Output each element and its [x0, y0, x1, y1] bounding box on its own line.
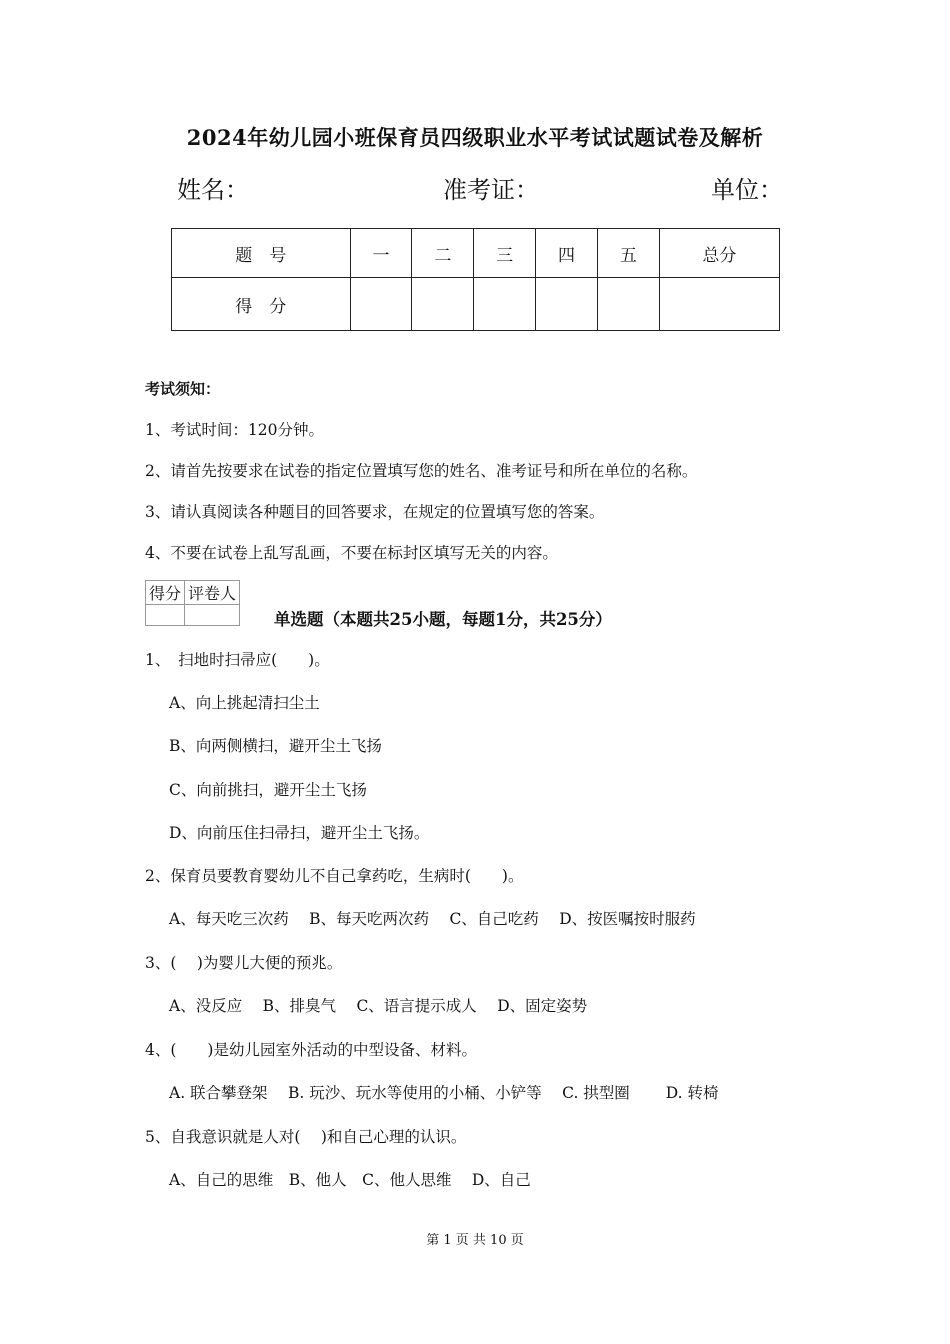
score-header-cell: 三	[474, 229, 536, 278]
options-line: A、自己的思维 B、他人 C、他人思维 D、自己	[169, 1171, 531, 1189]
score-cell[interactable]	[350, 278, 412, 331]
page-footer: 第 1 页 共 10 页	[426, 1233, 524, 1248]
options-line: A、每天吃三次药 B、每天吃两次药 C、自己吃药 D、按医嘱按时服药	[169, 910, 696, 928]
unit-label: 单位：	[711, 176, 783, 204]
page-title: 2024年幼儿园小班保育员四级职业水平考试试题试卷及解析	[186, 125, 764, 150]
score-header-cell: 一	[350, 229, 412, 278]
score-cell[interactable]	[597, 278, 659, 331]
score-header-cell: 总分	[659, 229, 779, 278]
score-cell[interactable]	[536, 278, 598, 331]
question-4: 4、( )是幼儿园室外活动的中型设备、材料。	[145, 1041, 477, 1059]
option: C、向前挑扫，避开尘土飞扬	[169, 781, 367, 799]
score-header-cell: 四	[536, 229, 598, 278]
notice-item: 4、不要在试卷上乱写乱画，不要在标封区填写无关的内容。	[145, 544, 558, 562]
score-header-cell: 题 号	[172, 229, 351, 278]
score-table	[171, 228, 780, 331]
option: A、向上挑起清扫尘土	[169, 694, 320, 712]
grader-score-cell[interactable]	[146, 605, 185, 626]
notice-item: 1、考试时间：120分钟。	[145, 421, 324, 439]
score-cell[interactable]	[474, 278, 536, 331]
score-header-cell: 二	[412, 229, 474, 278]
options-line: A、没反应 B、排臭气 C、语言提示成人 D、固定姿势	[169, 997, 588, 1015]
grader-score-label: 得分	[146, 581, 185, 605]
score-cell[interactable]	[412, 278, 474, 331]
notice-item: 2、请首先按要求在试卷的指定位置填写您的姓名、准考证号和所在单位的名称。	[145, 462, 698, 480]
grader-reviewer-cell[interactable]	[185, 605, 240, 626]
score-row-label: 得 分	[172, 278, 351, 331]
option: B、向两侧横扫，避开尘土飞扬	[169, 737, 382, 755]
section-title: 单选题（本题共25小题，每题1分，共25分）	[274, 610, 612, 629]
option: D、向前压住扫帚扫，避开尘土飞扬。	[169, 824, 430, 842]
question-1: 1、 扫地时扫帚应( )。	[145, 651, 330, 669]
notice-title: 考试须知：	[145, 380, 221, 398]
notice-item: 3、请认真阅读各种题目的回答要求，在规定的位置填写您的答案。	[145, 503, 605, 521]
name-label: 姓名：	[177, 176, 249, 204]
score-cell[interactable]	[659, 278, 779, 331]
grader-box	[145, 580, 240, 626]
options-line: A. 联合攀登架 B. 玩沙、玩水等使用的小桶、小铲等 C. 拱型圈 D. 转椅	[169, 1084, 719, 1102]
exam-id-label: 准考证：	[443, 176, 539, 204]
question-3: 3、( )为婴儿大便的预兆。	[145, 954, 343, 972]
question-2: 2、保育员要教育婴幼儿不自己拿药吃，生病时( )。	[145, 867, 524, 885]
question-5: 5、自我意识就是人对( )和自己心理的认识。	[145, 1128, 467, 1146]
grader-reviewer-label: 评卷人	[185, 581, 240, 605]
score-header-cell: 五	[597, 229, 659, 278]
